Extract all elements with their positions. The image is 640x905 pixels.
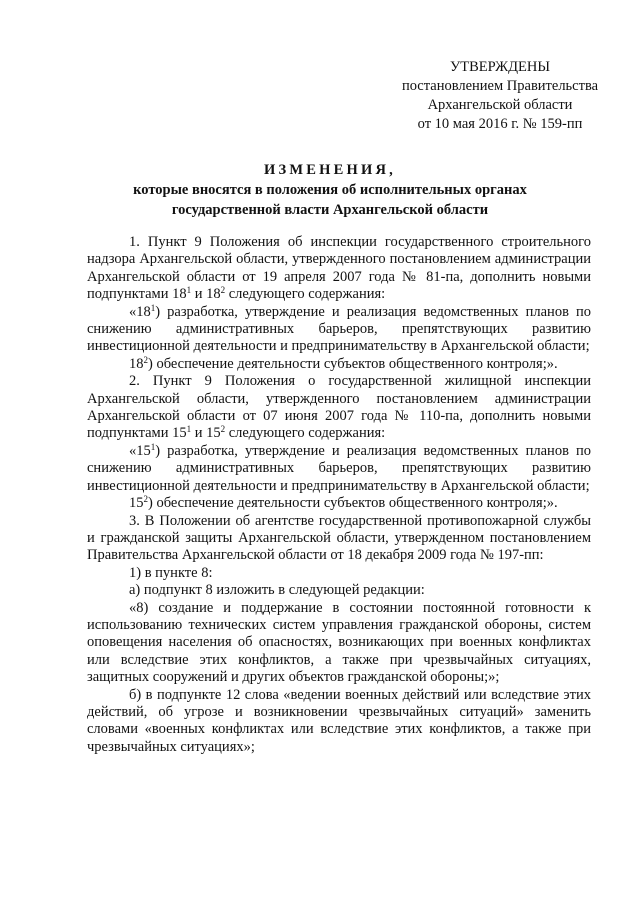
- approval-date-number: от 10 мая 2016 г. № 159-пп: [417, 116, 583, 132]
- paragraph-subitem-a: а) подпункт 8 изложить в следующей редакции:: [129, 582, 425, 599]
- paragraph-text: «15: [129, 442, 151, 459]
- title-line: которые вносятся в положения об исполнительных органах: [133, 182, 527, 198]
- approval-line: Архангельской области: [427, 97, 573, 113]
- paragraph-text: 15: [129, 495, 144, 512]
- superscript: 2: [143, 494, 148, 505]
- paragraph-subitem-15-2: [87, 495, 591, 512]
- paragraph-subitem-1: 1) в пункте 8:: [129, 564, 213, 581]
- paragraph-text: ) разработка, утверждение и реализация ведомственных планов по снижению административных барьеров, препятствующих развитию инвестиционной деятельности и предпринимательству в Архангельской области;: [87, 442, 591, 494]
- paragraph-text: ) обеспечение деятельности субъектов общественного контроля;».: [148, 495, 558, 512]
- approval-line: постановлением Правительства: [401, 78, 599, 94]
- paragraph-text: 18: [129, 355, 144, 372]
- superscript: 1: [150, 441, 156, 452]
- paragraph-text: следующего содержания:: [225, 286, 386, 303]
- paragraph-subitem-15-1: [87, 443, 591, 495]
- superscript: 1: [186, 285, 192, 296]
- paragraph-item-1: [87, 234, 591, 304]
- approval-block: [375, 58, 625, 134]
- paragraph-subitem-8-text: «8) создание и поддержание в состоянии постоянной готовности к использованию технических систем управления гражданской обороны, систем оповещения населения об опасностях, возникающих при военных конфликтах или вследствие этих конфликтов, а также при чрезвычайных ситуациях, защитных сооружений и других объектов гражданской обороны;»;: [87, 599, 591, 686]
- paragraph-text: и 15: [191, 425, 221, 442]
- title-heading: ИЗМЕНЕНИЯ,: [264, 162, 396, 178]
- superscript: 2: [220, 424, 226, 435]
- superscript: 1: [186, 424, 192, 435]
- title-line: государственной власти Архангельской области: [171, 202, 489, 218]
- approval-title: УТВЕРЖДЕНЫ: [449, 59, 551, 75]
- paragraph-subitem-18-1: [87, 304, 591, 356]
- paragraph-text: ) обеспечение деятельности субъектов общественного контроля;».: [148, 355, 558, 372]
- paragraph-text: и 18: [191, 286, 221, 303]
- superscript: 2: [220, 285, 226, 296]
- document-title: [80, 160, 580, 220]
- paragraph-text: ) разработка, утверждение и реализация ведомственных планов по снижению административных барьеров, препятствующих развитию инвестиционной деятельности и предпринимательству в Архангельской области;: [87, 303, 591, 355]
- superscript: 1: [150, 302, 156, 313]
- paragraph-text: 1. Пункт 9 Положения об инспекции государственного строительного надзора Архангельской области, утвержденного постановлением администрации Архангельской области от 19 апреля 2007 года № 81-па, дополнить новыми подпунктами 18: [87, 234, 591, 303]
- paragraph-subitem-18-2: [87, 356, 591, 373]
- paragraph-text: 2. Пункт 9 Положения о государственной жилищной инспекции Архангельской области, утвержденного постановлением администрации Архангельской области от 07 июня 2007 года № 110-па, дополнить новыми подпунктами 15: [87, 373, 591, 442]
- paragraph-text: следующего содержания:: [225, 425, 386, 442]
- paragraph-subitem-b: б) в подпункте 12 слова «ведении военных действий или вследствие этих действий, об угрозе и возникновении чрезвычайных ситуаций» заменить словами «военных конфликтах или вследствие этих конфликтов, а также при чрезвычайных ситуациях»;: [87, 686, 591, 755]
- paragraph-item-3: 3. В Положении об агентстве государственной противопожарной службы и гражданской защиты Архангельской области, утвержденном постановлением Правительства Архангельской области от 18 декабря 2009 года № 197-пп:: [87, 512, 591, 564]
- paragraph-text: «18: [129, 303, 151, 320]
- document-body: [87, 234, 591, 756]
- paragraph-item-2: [87, 373, 591, 443]
- superscript: 2: [143, 354, 148, 365]
